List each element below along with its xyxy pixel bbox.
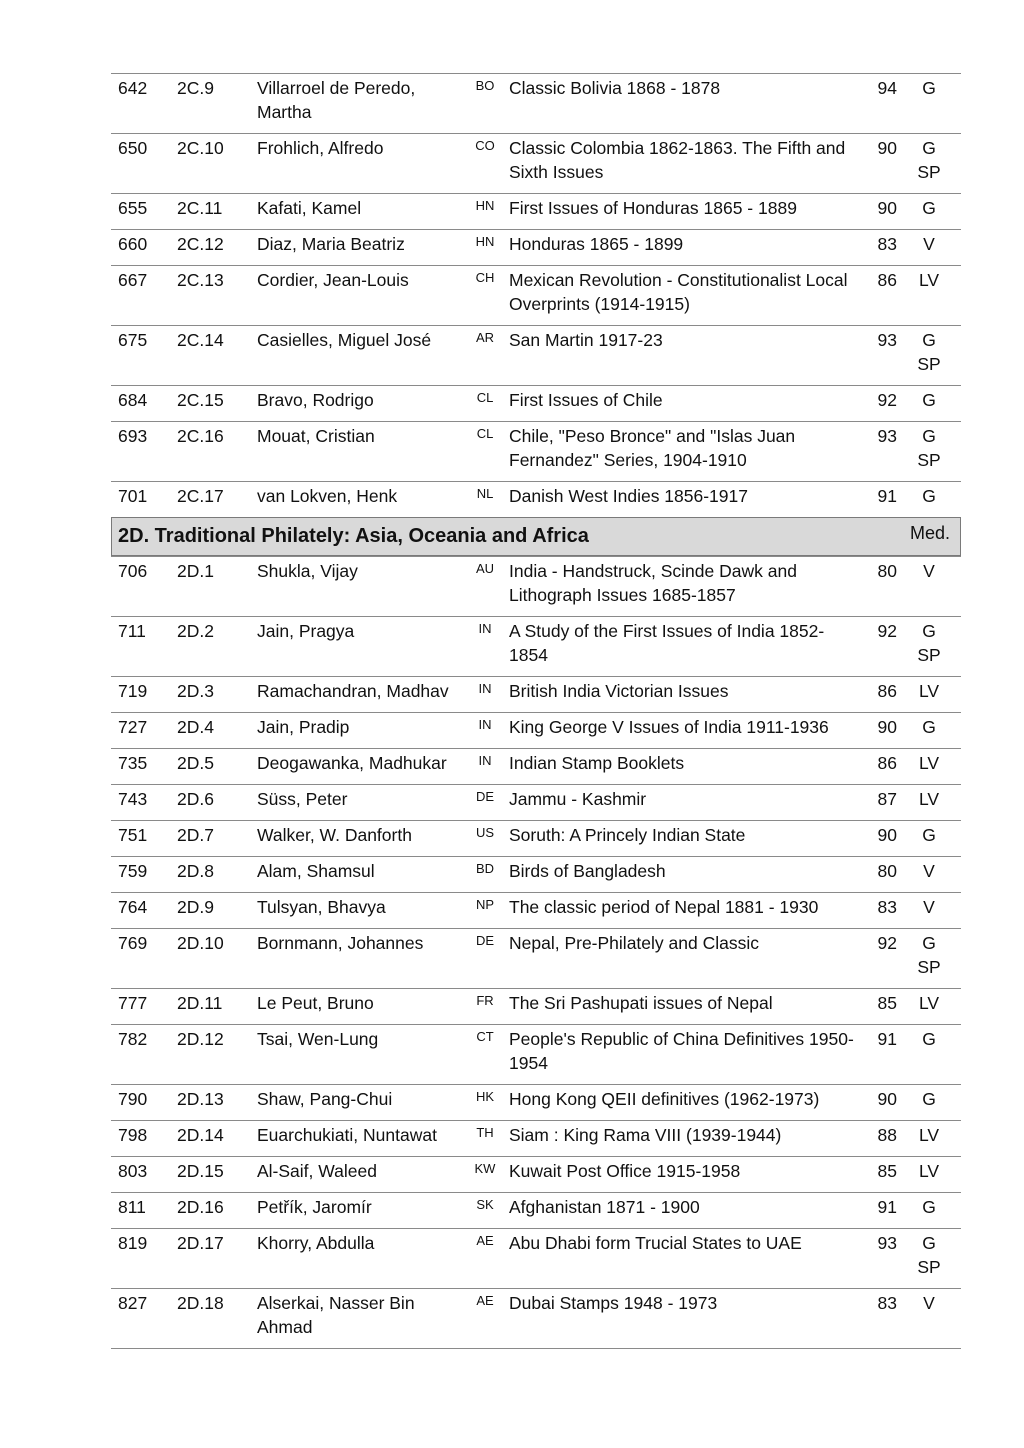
exhibitor-name: Cordier, Jean-Louis — [257, 270, 409, 290]
table-row — [111, 265, 961, 325]
score: 85 — [877, 1161, 897, 1181]
exhibitor-name: Diaz, Maria Beatriz — [257, 234, 405, 254]
class-code: 2D.17 — [177, 1233, 224, 1253]
medal: LV — [918, 1125, 940, 1145]
exhibitor-name: Alserkai, Nasser Bin Ahmad — [257, 1293, 415, 1337]
medal: G SP — [917, 933, 941, 977]
exhibitor-name: Alam, Shamsul — [257, 861, 375, 881]
country-code: AE — [476, 1293, 494, 1308]
score: 92 — [877, 933, 897, 953]
table-row — [111, 1288, 961, 1349]
exhibit-number: 777 — [118, 993, 148, 1013]
table-row — [111, 193, 961, 229]
score: 80 — [877, 861, 897, 881]
country-code: AE — [476, 1233, 494, 1248]
table-row — [111, 1084, 961, 1120]
exhibit-number: 675 — [118, 330, 148, 350]
medal: G SP — [917, 138, 941, 182]
exhibit-title: King George V Issues of India 1911-1936 — [509, 717, 829, 737]
exhibit-title: Honduras 1865 - 1899 — [509, 234, 684, 254]
class-code: 2D.11 — [177, 993, 223, 1013]
country-code: IN — [478, 681, 492, 696]
exhibit-title: Dubai Stamps 1948 - 1973 — [509, 1293, 718, 1313]
class-code: 2C.11 — [177, 198, 223, 218]
exhibit-number: 719 — [118, 681, 148, 701]
exhibit-number: 693 — [118, 426, 148, 446]
table-row — [111, 73, 961, 133]
table-row — [111, 820, 961, 856]
exhibit-number: 743 — [118, 789, 148, 809]
score: 90 — [877, 138, 897, 158]
exhibit-number: 769 — [118, 933, 148, 953]
table-row — [111, 481, 961, 517]
class-code: 2D.15 — [177, 1161, 224, 1181]
class-code: 2C.9 — [177, 78, 214, 98]
exhibit-number: 701 — [118, 486, 148, 506]
country-code: IN — [478, 621, 492, 636]
exhibit-number: 650 — [118, 138, 148, 158]
exhibitor-name: Ramachandran, Madhav — [257, 681, 449, 701]
country-code: NP — [475, 897, 495, 912]
exhibitor-name: Jain, Pragya — [257, 621, 355, 641]
score: 87 — [877, 789, 897, 809]
class-code: 2D.5 — [177, 753, 214, 773]
score: 85 — [877, 993, 897, 1013]
country-code: DE — [475, 789, 495, 804]
exhibitor-name: Villarroel de Peredo, Martha — [257, 78, 416, 122]
exhibit-title: Classic Colombia 1862-1863. The Fifth and Sixth Issues — [509, 138, 846, 182]
exhibitor-name: Petřík, Jaromír — [257, 1197, 372, 1217]
country-code: NL — [476, 486, 494, 501]
exhibit-title: A Study of the First Issues of India 1852-1854 — [509, 621, 825, 665]
medal: V — [923, 897, 935, 917]
exhibit-number: 764 — [118, 897, 148, 917]
exhibit-title: First Issues of Honduras 1865 - 1889 — [509, 198, 797, 218]
table-row — [111, 1024, 961, 1084]
exhibitor-name: Frohlich, Alfredo — [257, 138, 384, 158]
exhibit-title: People's Republic of China Definitives 1950-1954 — [509, 1029, 854, 1073]
class-code: 2D.16 — [177, 1197, 224, 1217]
exhibit-title: Afghanistan 1871 - 1900 — [509, 1197, 700, 1217]
exhibit-title: Jammu - Kashmir — [509, 789, 647, 809]
score: 93 — [877, 330, 897, 350]
exhibit-title: Siam : King Rama VIII (1939-1944) — [509, 1125, 782, 1145]
score: 83 — [877, 234, 897, 254]
exhibit-number: 684 — [118, 390, 148, 410]
class-code: 2D.18 — [177, 1293, 224, 1313]
class-code: 2D.9 — [177, 897, 214, 917]
medal: G — [922, 390, 936, 410]
exhibit-number: 727 — [118, 717, 148, 737]
exhibit-number: 782 — [118, 1029, 148, 1049]
score: 94 — [877, 78, 897, 98]
exhibitor-name: Bornmann, Johannes — [257, 933, 424, 953]
country-code: IN — [478, 753, 492, 768]
score: 86 — [877, 681, 897, 701]
score: 90 — [877, 717, 897, 737]
medal: G — [922, 486, 936, 506]
country-code: CL — [476, 426, 494, 441]
exhibit-number: 759 — [118, 861, 148, 881]
medal: G — [922, 717, 936, 737]
medal: V — [923, 561, 935, 581]
table-row — [111, 133, 961, 193]
table-row — [111, 1156, 961, 1192]
exhibit-title: Kuwait Post Office 1915-1958 — [509, 1161, 741, 1181]
class-code: 2C.16 — [177, 426, 224, 446]
medal: G — [922, 1197, 936, 1217]
exhibitor-name: Shaw, Pang-Chui — [257, 1089, 393, 1109]
score: 88 — [877, 1125, 897, 1145]
exhibitor-name: Casielles, Miguel José — [257, 330, 432, 350]
score: 91 — [877, 1029, 897, 1049]
country-code: AR — [475, 330, 495, 345]
table-row — [111, 748, 961, 784]
exhibitor-name: Tulsyan, Bhavya — [257, 897, 386, 917]
medal: V — [923, 861, 935, 881]
exhibit-title: Chile, "Peso Bronce" and "Islas Juan Fernandez" Series, 1904-1910 — [509, 426, 796, 470]
medal: LV — [918, 270, 940, 290]
medal: V — [923, 234, 935, 254]
exhibitor-name: Deogawanka, Madhukar — [257, 753, 447, 773]
table-row — [111, 616, 961, 676]
table-row — [111, 1120, 961, 1156]
class-code: 2D.13 — [177, 1089, 224, 1109]
country-code: FR — [476, 993, 494, 1008]
medal: G — [922, 198, 936, 218]
exhibit-title: Mexican Revolution - Constitutionalist Local Overprints (1914-1915) — [509, 270, 848, 314]
exhibit-title: Danish West Indies 1856-1917 — [509, 486, 748, 506]
exhibitor-name: Khorry, Abdulla — [257, 1233, 375, 1253]
exhibitor-name: van Lokven, Henk — [257, 486, 398, 506]
exhibitor-name: Shukla, Vijay — [257, 561, 358, 581]
exhibit-title: Indian Stamp Booklets — [509, 753, 685, 773]
exhibitor-name: Euarchukiati, Nuntawat — [257, 1125, 437, 1145]
table-row — [111, 928, 961, 988]
exhibitor-name: Le Peut, Bruno — [257, 993, 374, 1013]
exhibit-title: Nepal, Pre-Philately and Classic — [509, 933, 759, 953]
medal: G — [922, 1089, 936, 1109]
exhibit-title: Hong Kong QEII definitives (1962-1973) — [509, 1089, 820, 1109]
score: 86 — [877, 753, 897, 773]
table-row — [111, 712, 961, 748]
exhibit-number: 642 — [118, 78, 148, 98]
exhibit-number: 803 — [118, 1161, 148, 1181]
country-code: CT — [476, 1029, 494, 1044]
exhibit-title: India - Handstruck, Scinde Dawk and Lithograph Issues 1685-1857 — [509, 561, 797, 605]
score: 92 — [877, 390, 897, 410]
class-code: 2D.14 — [177, 1125, 224, 1145]
country-code: KW — [474, 1161, 496, 1176]
exhibit-title: The Sri Pashupati issues of Nepal — [509, 993, 773, 1013]
country-code: CO — [475, 138, 495, 153]
medal: LV — [918, 681, 940, 701]
exhibit-number: 655 — [118, 198, 148, 218]
medal: G — [922, 78, 936, 98]
score: 93 — [877, 1233, 897, 1253]
exhibit-number: 798 — [118, 1125, 148, 1145]
score: 92 — [877, 621, 897, 641]
exhibit-number: 811 — [118, 1197, 146, 1217]
class-code: 2D.8 — [177, 861, 214, 881]
class-code: 2D.7 — [177, 825, 214, 845]
score: 90 — [877, 825, 897, 845]
table-row — [111, 229, 961, 265]
exhibit-number: 819 — [118, 1233, 148, 1253]
section-header-2d — [111, 517, 961, 556]
exhibitor-name: Jain, Pradip — [257, 717, 350, 737]
table-row — [111, 892, 961, 928]
medal: LV — [918, 1161, 940, 1181]
class-code: 2D.3 — [177, 681, 214, 701]
exhibit-number: 735 — [118, 753, 148, 773]
exhibit-title: Soruth: A Princely Indian State — [509, 825, 746, 845]
table-row — [111, 421, 961, 481]
table-row — [111, 385, 961, 421]
exhibit-number: 706 — [118, 561, 148, 581]
exhibit-title: San Martin 1917-23 — [509, 330, 663, 350]
medal: G SP — [917, 1233, 941, 1277]
country-code: HN — [475, 234, 495, 249]
exhibitor-name: Kafati, Kamel — [257, 198, 362, 218]
class-code: 2C.14 — [177, 330, 224, 350]
score: 80 — [877, 561, 897, 581]
table-row — [111, 325, 961, 385]
medal: V — [923, 1293, 935, 1313]
table-row — [111, 1228, 961, 1288]
exhibit-number: 790 — [118, 1089, 148, 1109]
results-table — [111, 73, 961, 1349]
country-code: US — [475, 825, 495, 840]
medal: LV — [918, 993, 940, 1013]
exhibitor-name: Al-Saif, Waleed — [257, 1161, 377, 1181]
exhibit-title: First Issues of Chile — [509, 390, 663, 410]
table-row — [111, 988, 961, 1024]
medal: G — [922, 825, 936, 845]
class-code: 2C.17 — [177, 486, 224, 506]
exhibit-title: The classic period of Nepal 1881 - 1930 — [509, 897, 819, 917]
section-2d-rows — [111, 556, 961, 1349]
exhibitor-name: Süss, Peter — [257, 789, 348, 809]
class-code: 2C.12 — [177, 234, 224, 254]
score: 91 — [877, 1197, 897, 1217]
exhibitor-name: Mouat, Cristian — [257, 426, 375, 446]
class-code: 2D.2 — [177, 621, 214, 641]
medal: LV — [918, 789, 940, 809]
class-code: 2D.1 — [177, 561, 214, 581]
country-code: BD — [475, 861, 495, 876]
exhibit-title: Birds of Bangladesh — [509, 861, 666, 881]
exhibit-number: 660 — [118, 234, 148, 254]
exhibit-title: Abu Dhabi form Trucial States to UAE — [509, 1233, 802, 1253]
medal: LV — [918, 753, 940, 773]
country-code: IN — [478, 717, 492, 732]
score: 93 — [877, 426, 897, 446]
exhibit-number: 667 — [118, 270, 148, 290]
country-code: BO — [475, 78, 495, 93]
exhibitor-name: Walker, W. Danforth — [257, 825, 412, 845]
section-2c-rows — [111, 73, 961, 517]
class-code: 2D.12 — [177, 1029, 224, 1049]
medal: G SP — [917, 330, 941, 374]
exhibit-title: Classic Bolivia 1868 - 1878 — [509, 78, 721, 98]
country-code: HK — [475, 1089, 495, 1104]
table-row — [111, 784, 961, 820]
class-code: 2D.4 — [177, 717, 214, 737]
country-code: SK — [476, 1197, 494, 1212]
table-row — [111, 1192, 961, 1228]
exhibitor-name: Tsai, Wen-Lung — [257, 1029, 379, 1049]
exhibit-number: 711 — [118, 621, 146, 641]
table-row — [111, 856, 961, 892]
class-code: 2C.15 — [177, 390, 224, 410]
country-code: TH — [476, 1125, 494, 1140]
exhibit-title: British India Victorian Issues — [509, 681, 729, 701]
exhibitor-name: Bravo, Rodrigo — [257, 390, 374, 410]
score: 90 — [877, 1089, 897, 1109]
country-code: DE — [475, 933, 495, 948]
class-code: 2C.10 — [177, 138, 224, 158]
country-code: HN — [475, 198, 495, 213]
score: 83 — [877, 1293, 897, 1313]
country-code: CH — [475, 270, 495, 285]
medal: G SP — [917, 426, 941, 470]
medal: G SP — [917, 621, 941, 665]
score: 86 — [877, 270, 897, 290]
section-title: 2D. Traditional Philately: Asia, Oceania and Africa — [118, 525, 589, 547]
country-code: AU — [475, 561, 495, 576]
medal: G — [922, 1029, 936, 1049]
score: 90 — [877, 198, 897, 218]
table-row — [111, 676, 961, 712]
class-code: 2C.13 — [177, 270, 224, 290]
medal-column-header: Med. — [909, 523, 950, 543]
table-row — [111, 556, 961, 616]
exhibit-number: 751 — [118, 825, 148, 845]
score: 83 — [877, 897, 897, 917]
country-code: CL — [476, 390, 494, 405]
class-code: 2D.6 — [177, 789, 214, 809]
exhibit-number: 827 — [118, 1293, 148, 1313]
score: 91 — [877, 486, 897, 506]
class-code: 2D.10 — [177, 933, 224, 953]
